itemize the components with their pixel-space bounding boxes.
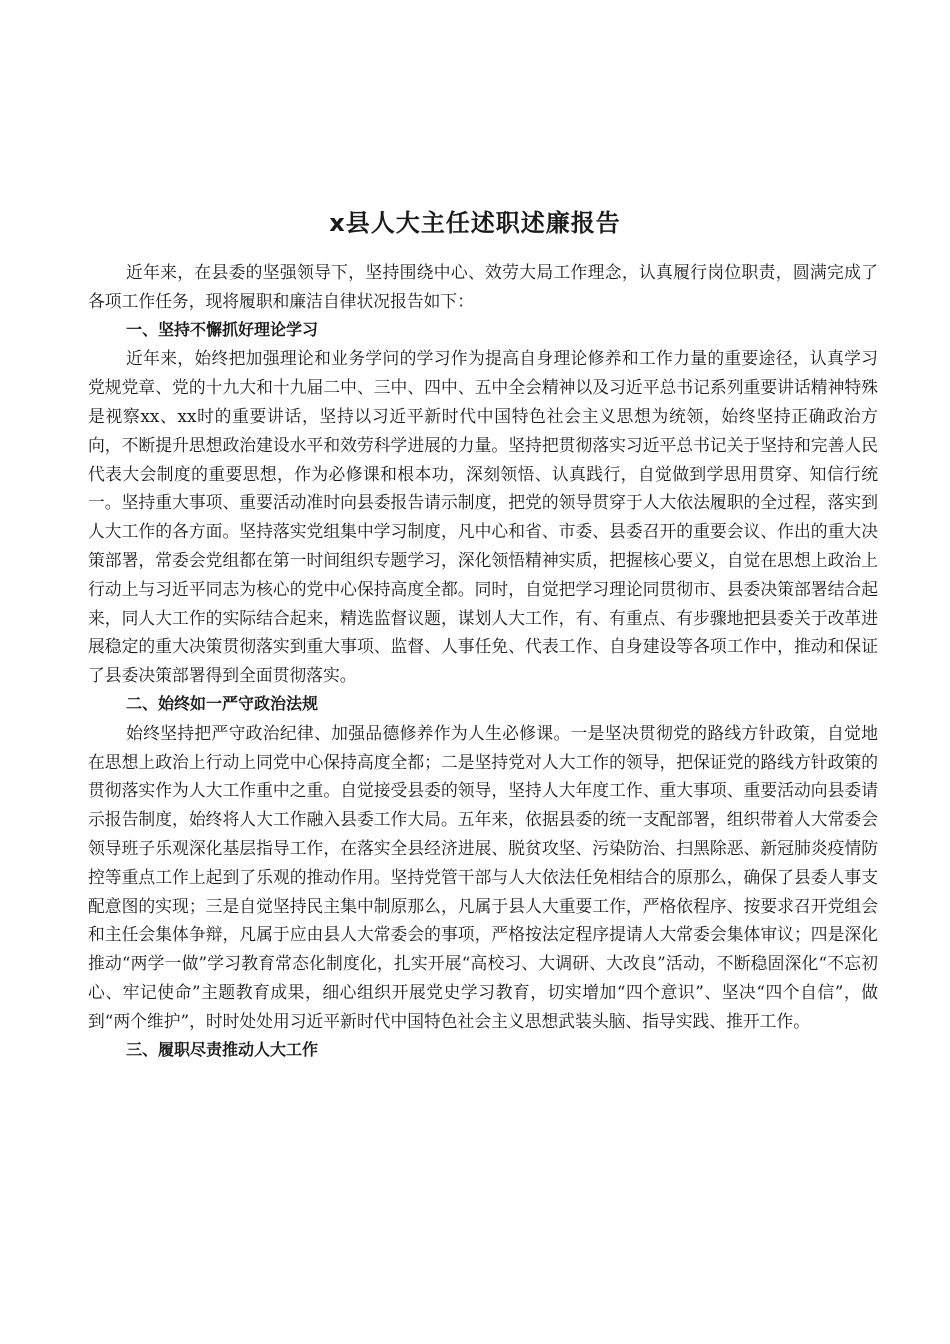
intro-paragraph: 近年来，在县委的坚强领导下，坚持围绕中心、效劳大局工作理念，认真履行岗位职责，圆满完成了各项工作任务，现将履职和廉洁自律状况报告如下： [88, 262, 878, 311]
section-1-paragraph: 近年来，始终把加强理论和业务学问的学习作为提高自身理论修养和工作力量的重要途径，认真学习党规党章、党的十九大和十九届二中、三中、四中、五中全会精神以及习近平总书记系列重要讲话精神特殊是视察xx、xx时的重要讲话，坚持以习近平新时代中国特色社会主义思想为统领，始终坚持正确政治方向，不断提升思想政治建设水平和效劳科学进展的力量。坚持把贯彻落实习近平总书记关于坚持和完善人民代表大会制度的重要思想，作为必修课和根本功，深刻领悟、认真践行，自觉做到学思用贯穿、知信行统一。坚持重大事项、重要活动准时向县委报告请示制度，把党的领导贯穿于人大依法履职的全过程，落实到人大工作的各方面。坚持落实党组集中学习制度，凡中心和省、市委、县委召开的重要会议、作出的重大决策部署，常委会党组都在第一时间组织专题学习，深化领悟精神实质，把握核心要义，自觉在思想上政治上行动上与习近平同志为核心的党中心保持高度全都。同时，自觉把学习理论同贯彻市、县委决策部署结合起来，同人大工作的实际结合起来，精选监督议题，谋划人大工作，有、有重点、有步骤地把县委关于改革进展稳定的重大决策贯彻落实到重大事项、监督、人事任免、代表工作、自身建设等各项工作中，推动和保证了县委决策部署得到全面贯彻落实。 [88, 348, 878, 686]
section-2-heading: 二、始终如一严守政治法规 [126, 693, 319, 713]
document-body [88, 258, 878, 1064]
section-1-heading: 一、坚持不懈抓好理论学习 [126, 319, 319, 339]
section-3-heading: 三、履职尽责推动人大工作 [126, 1039, 319, 1059]
document-title: x县人大主任述职述廉报告 [329, 209, 621, 237]
section-2-paragraph: 始终坚持把严守政治纪律、加强品德修养作为人生必修课。一是坚决贯彻党的路线方针政策，自觉地在思想上政治上行动上同党中心保持高度全都；二是坚持党对人大工作的领导，把保证党的路线方针政策的贯彻落实作为人大工作重中之重。自觉接受县委的领导，坚持人大年度工作、重大事项、重要活动向县委请示报告制度，始终将人大工作融入县委工作大局。五年来，依据县委的统一支配部署，组织带着人大常委会领导班子乐观深化基层指导工作，在落实全县经济进展、脱贫攻坚、污染防治、扫黑除恶、新冠肺炎疫情防控等重点工作上起到了乐观的推动作用。坚持党管干部与人大依法任免相结合的原那么，确保了县委人事支配意图的实现；三是自觉坚持民主集中制原那么，凡属于县人大重要工作，严格依程序、按要求召开党组会和主任会集体争辩，凡属于应由县人大常委会的事项，严格按法定程序提请人大常委会集体审议；四是深化推动“两学一做”学习教育常态化制度化，扎实开展“高校习、大调研、大改良”活动，不断稳固深化“不忘初心、牢记使命”主题教育成果，细心组织开展党史学习教育，切实增加“四个意识”、坚决“四个自信”，做到“两个维护”，时时处处用习近平新时代中国特色社会主义思想武装头脑、指导实践、推开工作。 [88, 722, 878, 1031]
